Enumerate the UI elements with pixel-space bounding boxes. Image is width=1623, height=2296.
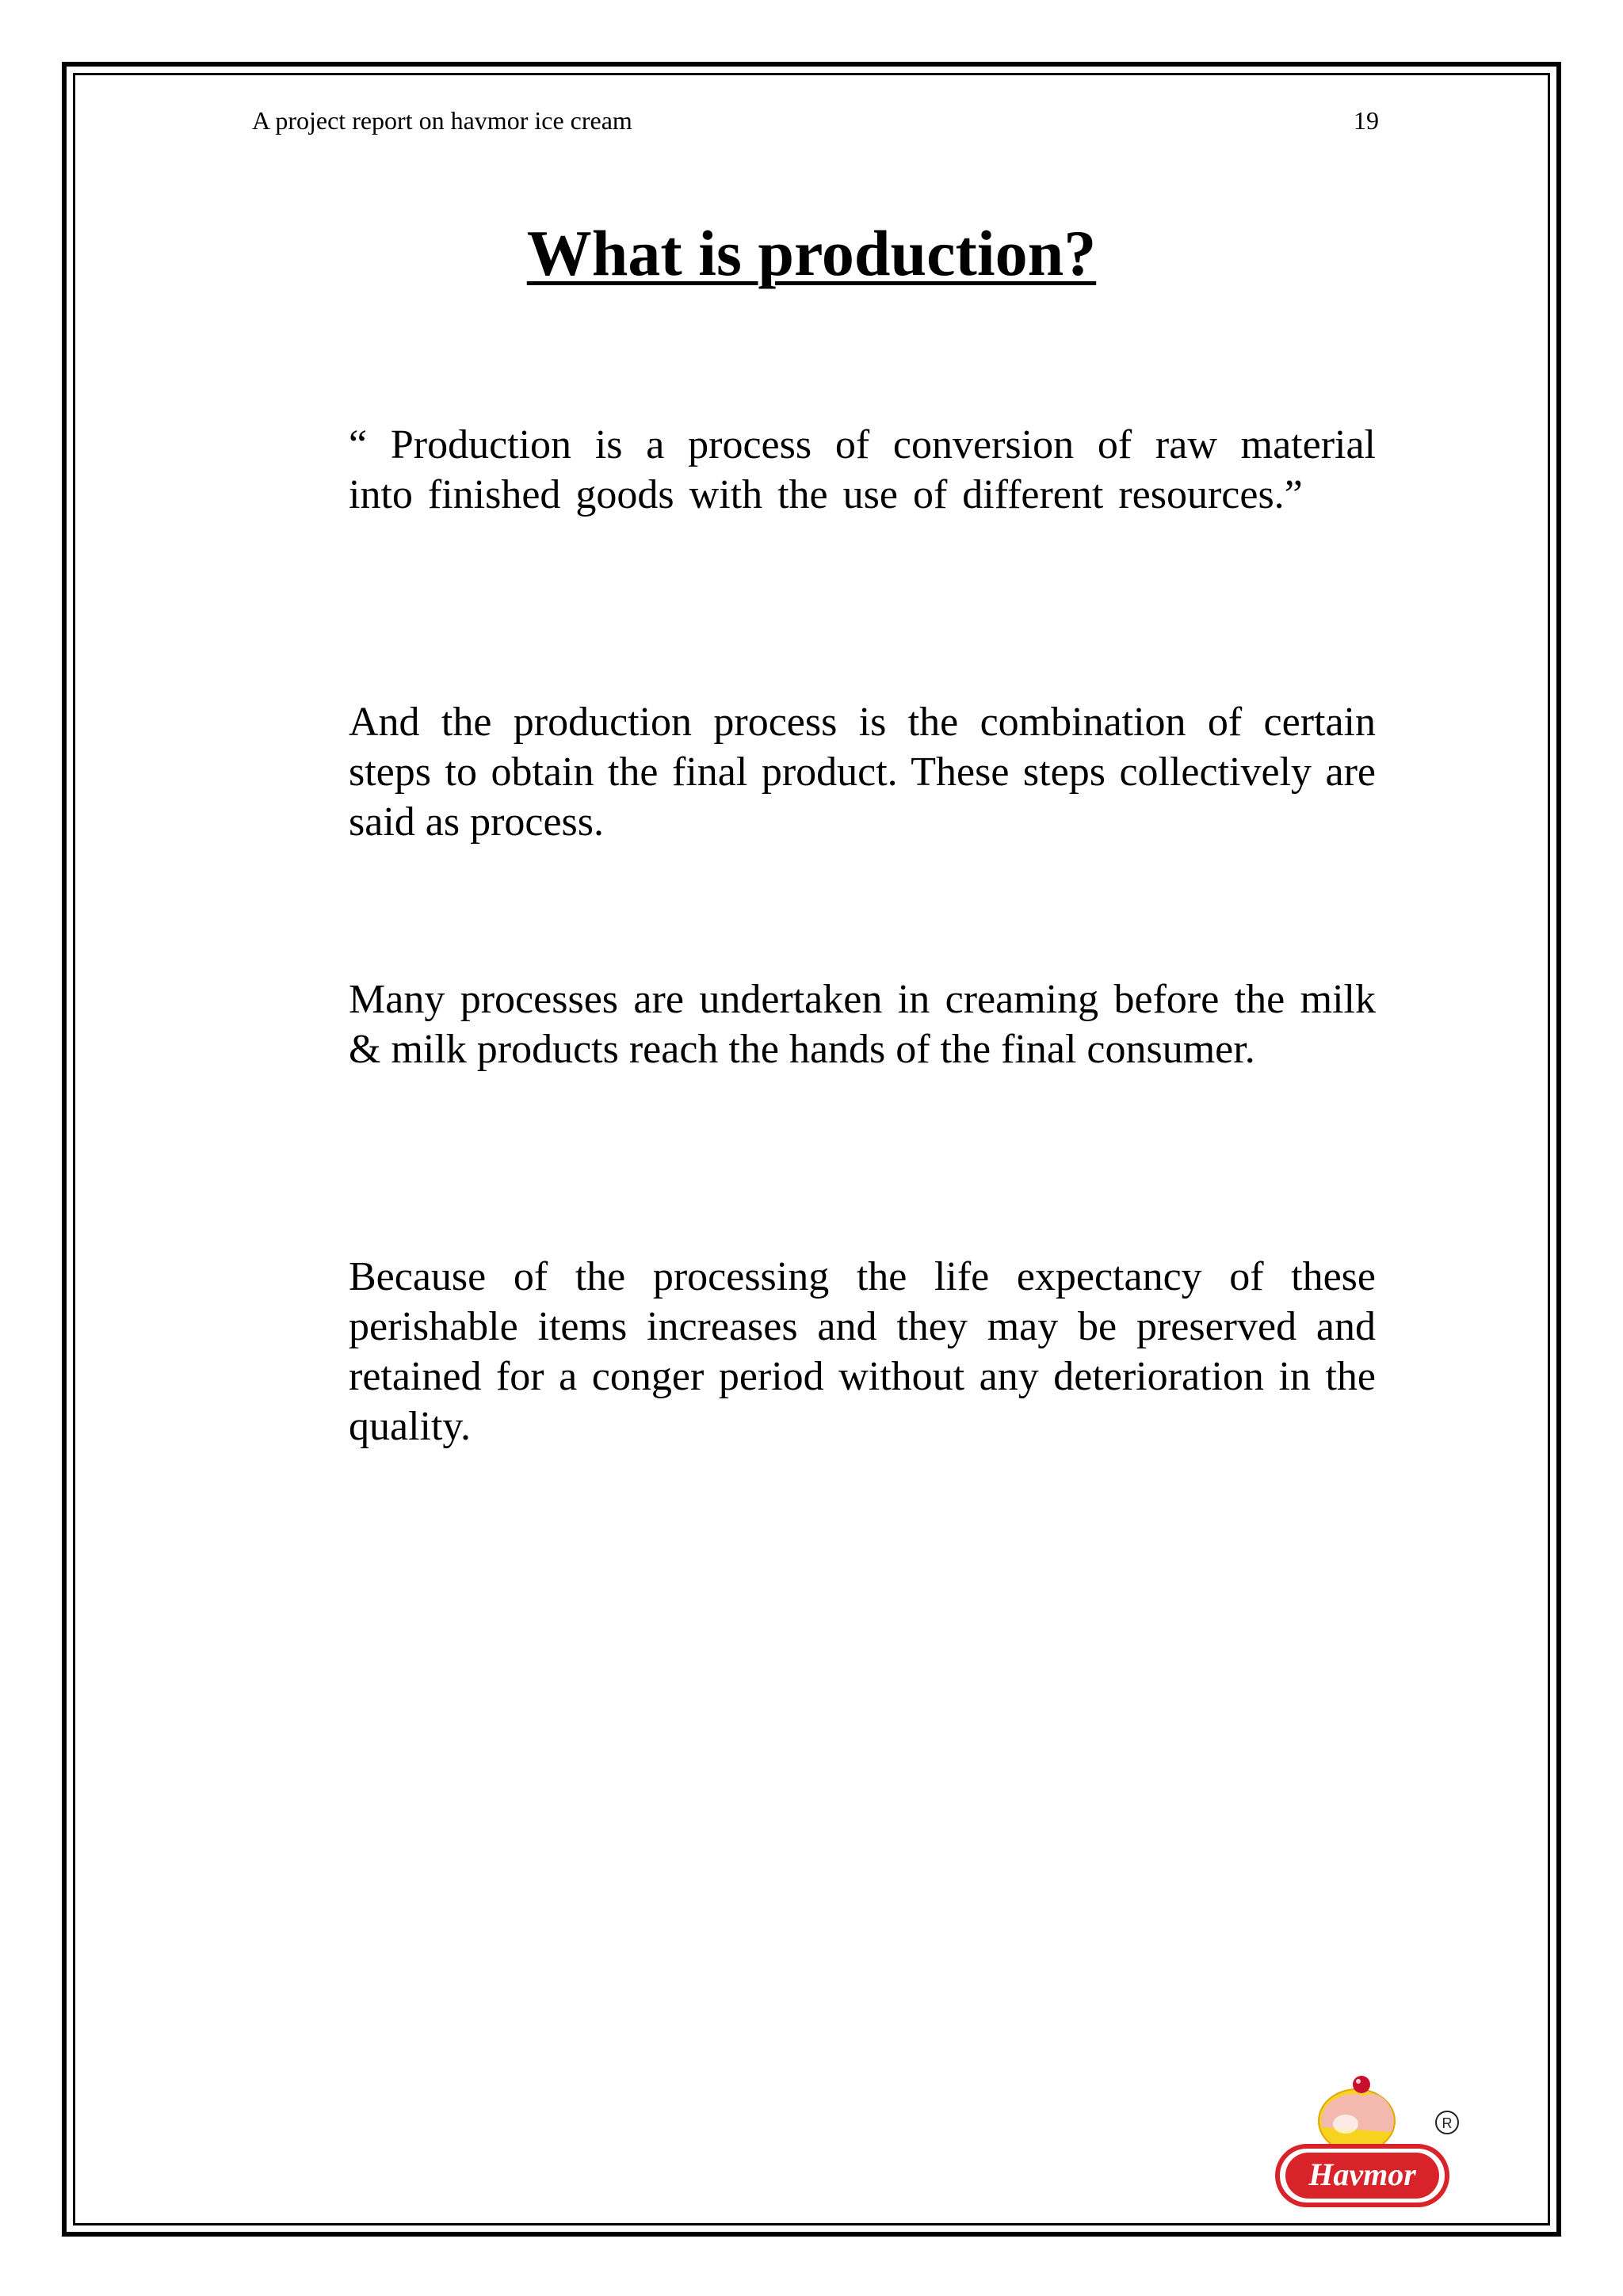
paragraph-definition: “ Production is a process of conversion of raw material into finished goods with the use of different resources.”: [349, 422, 1376, 517]
havmor-logo: [1260, 2072, 1466, 2214]
cherry-icon: [1353, 2076, 1370, 2093]
page-title: [0, 214, 1623, 293]
registered-mark-letter: R: [1442, 2115, 1453, 2131]
havmor-logo-graphic: [1260, 2072, 1466, 2214]
page-border-inner: [73, 73, 1550, 2225]
cherry-highlight: [1356, 2079, 1361, 2084]
paragraph-life-expectancy: Because of the processing the life expectancy of these perishable items increases and they may be preserved and retained for a conger period without any deterioration in the quality.: [349, 1254, 1376, 1449]
scoop-highlight: [1333, 2115, 1358, 2134]
paragraph-creaming: Many processes are undertaken in creaming before the milk & milk products reach the hands of the final consumer.: [349, 977, 1376, 1072]
paragraph-process: And the production process is the combination of certain steps to obtain the final product. These steps collectively are said as process.: [349, 700, 1376, 845]
page-number: 19: [1354, 106, 1379, 135]
logo-wordmark: Havmor: [1308, 2157, 1416, 2192]
page-title-text: What is production?: [526, 217, 1097, 289]
running-header: A project report on havmor ice cream: [252, 106, 632, 135]
